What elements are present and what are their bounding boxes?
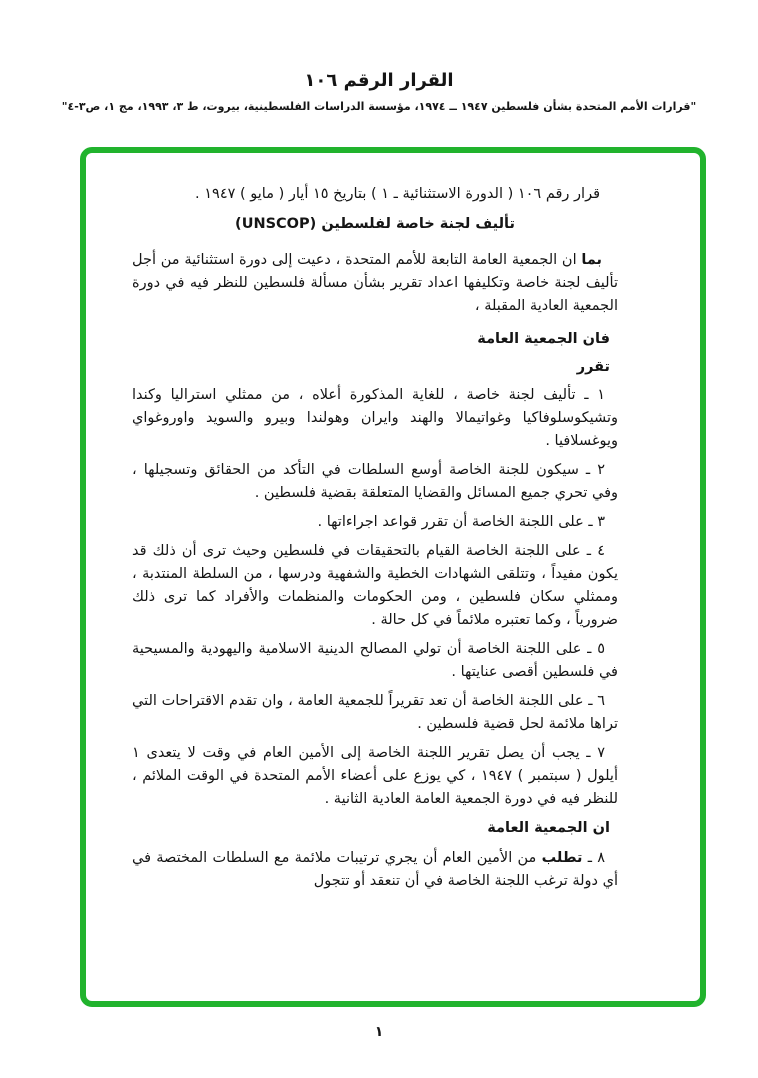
resolution-intro: قرار رقم ١٠٦ ( الدورة الاستثنائية ـ ١ ) بتاريخ ١٥ أيار ( مايو ) ١٩٤٧ .: [195, 186, 600, 202]
item-8-text: من الأمين العام أن يجري ترتيبات ملائمة مع السلطات المختصة في أي دولة ترغب اللجنة الخاصة في أن تنعقد أو تتجول: [132, 850, 618, 889]
resolution-item: ٥ ـ على اللجنة الخاصة أن تولي المصالح الدينية الاسلامية واليهودية والمسيحية في فلسطين أقصى عنايتها .: [132, 641, 618, 680]
page-title: القرار الرقم ١٠٦: [304, 70, 454, 91]
resolution-item: ٧ ـ يجب أن يصل تقرير اللجنة الخاصة إلى الأمين العام في وقت لا يتعدى ١ أيلول ( سبتمبر ) ١٩٤٧ ، كي يوزع على أعضاء الأمم المتحدة في الوقت الملائم ، للنظر فيه في دورة الجمعية العامة العادية الثانية .: [132, 745, 618, 807]
heading-general-assembly: فان الجمعية العامة: [477, 331, 610, 347]
resolution-item: ٣ ـ على اللجنة الخاصة أن تقرر قواعد اجراءاتها .: [317, 514, 605, 530]
resolution-items: [132, 384, 618, 811]
preamble-text: ان الجمعية العامة التابعة للأمم المتحدة ، دعيت إلى دورة استثنائية من أجل تأليف لجنة خاصة وتكليفها اعداد تقرير بشأن مسألة فلسطين للنظر فيه في دورة الجمعية العادية المقبلة ،: [132, 252, 618, 314]
preamble-lead: بما: [581, 252, 602, 268]
resolution-subject-heading: تأليف لجنة خاصة لفلسطين (UNSCOP): [235, 216, 515, 232]
resolution-body: [86, 153, 700, 893]
resolution-item: ٦ ـ على اللجنة الخاصة أن تعد تقريراً للجمعية العامة ، وان تقدم الاقتراحات التي تراها ملائمة لحل قضية فلسطين .: [132, 693, 618, 732]
page-number: ١: [374, 1024, 384, 1040]
preamble-paragraph: [132, 249, 618, 318]
resolution-frame: [80, 147, 706, 1007]
heading-decides: تقرر: [576, 359, 610, 375]
heading-general-assembly-2: ان الجمعية العامة: [487, 820, 610, 836]
item-8-lead: تطلب: [541, 850, 583, 866]
source-citation: "قرارات الأمم المتحدة بشأن فلسطين ١٩٤٧ ــ ١٩٧٤، مؤسسة الدراسات الفلسطينية، بيروت، ط ٣، ١٩٩٣، مج ١، ص٣-٤": [61, 100, 697, 113]
item-8-number: ٨ ـ: [582, 850, 606, 866]
resolution-item-8: [132, 847, 618, 893]
resolution-item: ٢ ـ سيكون للجنة الخاصة أوسع السلطات في التأكد من الحقائق وتسجيلها ، وفي تحري جميع المسائل والقضايا المتعلقة بقضية فلسطين .: [132, 462, 618, 501]
resolution-item: ١ ـ تأليف لجنة خاصة ، للغاية المذكورة أعلاه ، من ممثلي استراليا وكندا وتشيكوسلوفاكيا وغواتيمالا والهند وايران وهولندا وبيرو والسويد واوروغواي ويوغسلافيا .: [132, 387, 618, 449]
page-header: [0, 70, 758, 113]
resolution-item: ٤ ـ على اللجنة الخاصة القيام بالتحقيقات في فلسطين وحيث ترى أن ذلك قد يكون مفيداً ، وتتلقى الشهادات الخطية والشفهية ودرسها ، من السلطة المنتدبة ، وممثلي سكان فلسطين ، ومن الحكومات والمنظمات والأفراد كما ترى ذلك ضرورياً ، وكما تعتبره ملائماً في كل حالة .: [132, 543, 618, 628]
